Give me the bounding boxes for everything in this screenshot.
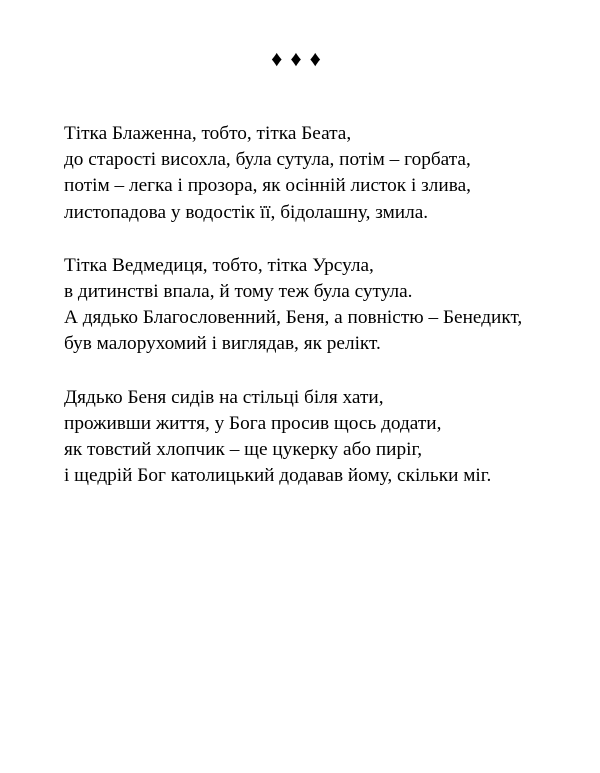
poem-line: потім – легка і прозора, як осінній листок і злива, [64, 175, 471, 197]
poem-line: і щедрій Бог католицький додавав йому, скільки міг. [64, 465, 492, 487]
poem-line: проживши життя, у Бога просив щось додати, [64, 412, 442, 434]
poem-line: як товстий хлопчик – ще цукерку або пиріг, [64, 439, 423, 461]
poem-body [64, 121, 584, 516]
section-ornament: ♦♦♦ [271, 46, 329, 71]
poem-line: листопадова у водостік її, бідолашну, змила. [64, 201, 429, 223]
poem-line: в дитинстві впала, й тому теж була сутула. [64, 281, 413, 303]
poem-line: Дядько Беня сидів на стільці біля хати, [64, 386, 384, 408]
poem-line: був малорухомий і виглядав, як релікт. [64, 333, 381, 355]
poem-line: Тітка Блаженна, тобто, тітка Беата, [64, 123, 352, 144]
stanza-2 [64, 253, 584, 358]
stanza-3 [64, 385, 584, 490]
poem-line: Тітка Ведмедиця, тобто, тітка Урсула, [64, 254, 374, 276]
poem-line: до старості висохла, була сутула, потім – горбата, [64, 149, 471, 171]
poem-line: А дядько Благословенний, Беня, а повністю – Бенедикт, [64, 307, 523, 329]
stanza-1 [64, 121, 584, 226]
